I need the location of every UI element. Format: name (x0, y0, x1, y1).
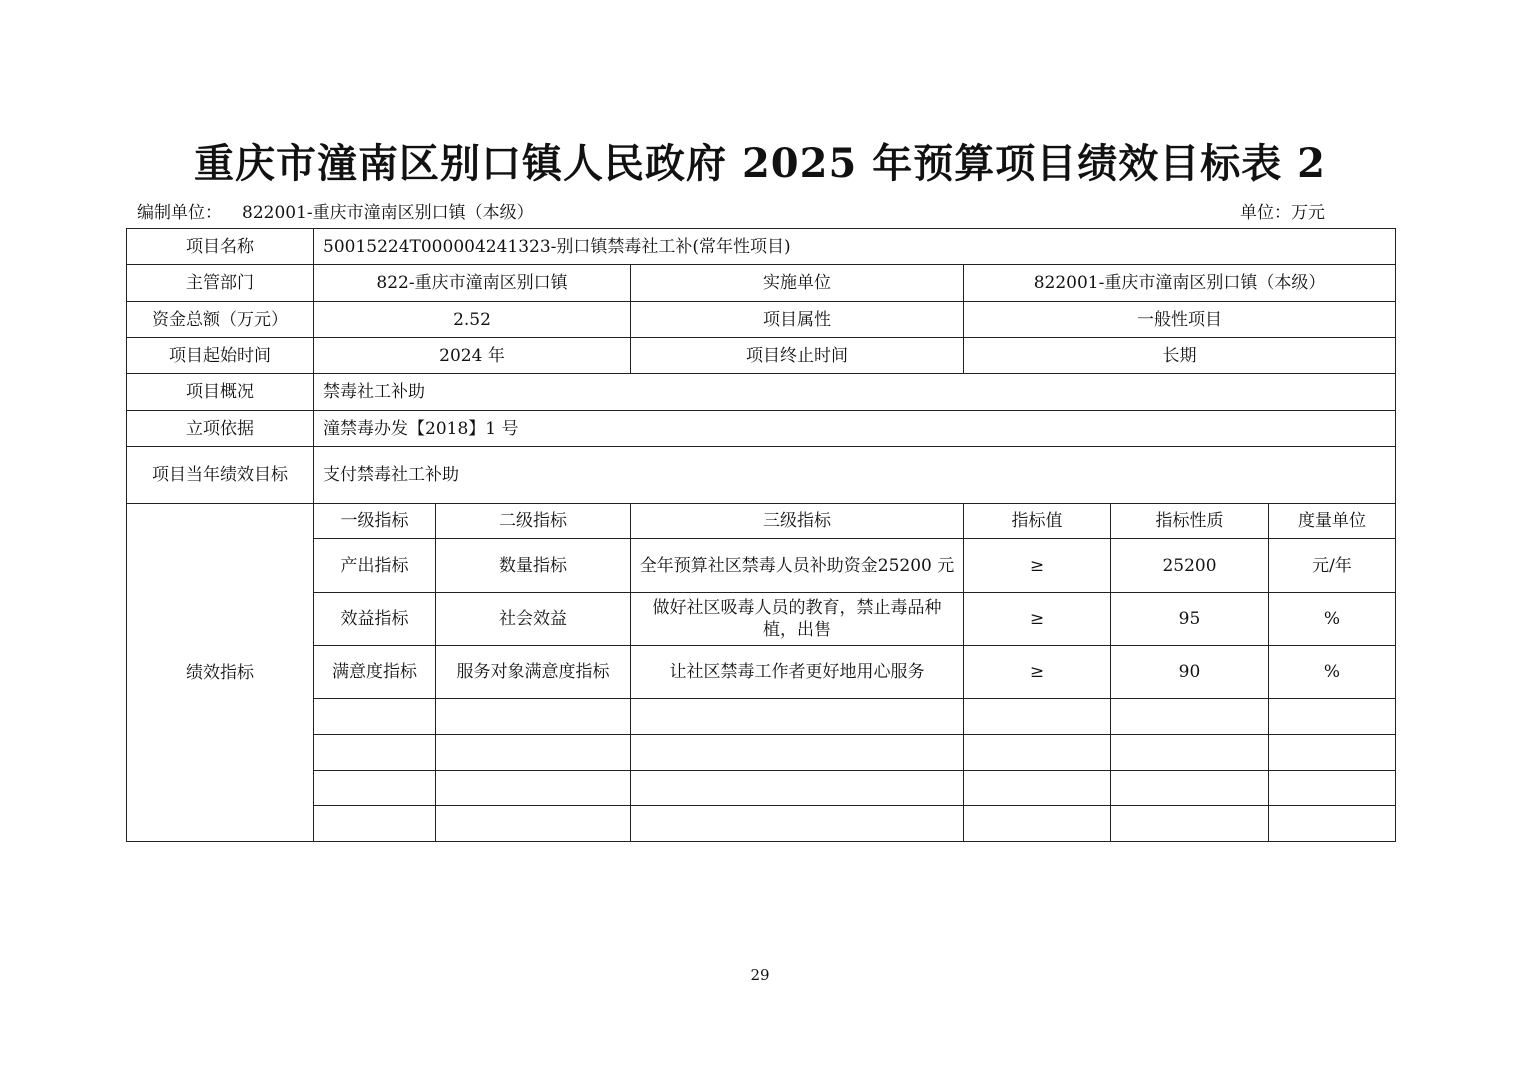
header-cell: 指标值 (964, 504, 1111, 539)
perf-section-label: 绩效指标 (127, 504, 314, 842)
table-row (127, 646, 1396, 699)
table-cell: 让社区禁毒工作者更好地用心服务 (631, 646, 964, 699)
empty-row (127, 735, 1396, 771)
impl-value: 822001-重庆市潼南区别口镇（本级） (964, 265, 1396, 302)
table-row (127, 593, 1396, 646)
empty-cell (631, 735, 964, 771)
compiling-unit-value: 822001-重庆市潼南区别口镇（本级） (242, 203, 534, 223)
empty-cell (314, 771, 436, 806)
empty-cell (1111, 699, 1269, 735)
dept-label: 主管部门 (127, 265, 314, 302)
table-row (127, 504, 1396, 539)
table-cell: 全年预算社区禁毒人员补助资金25200 元 (631, 539, 964, 593)
page-number: 29 (750, 966, 770, 984)
empty-cell (1269, 699, 1396, 735)
table-cell: 社会效益 (436, 593, 631, 646)
header-cell: 三级指标 (631, 504, 964, 539)
empty-cell (964, 806, 1111, 842)
empty-cell (964, 735, 1111, 771)
end-label: 项目终止时间 (631, 338, 964, 374)
basis-label: 立项依据 (127, 411, 314, 447)
empty-cell (964, 699, 1111, 735)
header-cell: 指标性质 (1111, 504, 1269, 539)
table-cell: % (1269, 646, 1396, 699)
table-cell: 元/年 (1269, 539, 1396, 593)
empty-cell (631, 771, 964, 806)
table-cell: ≥ (964, 539, 1111, 593)
header-cell: 二级指标 (436, 504, 631, 539)
impl-label: 实施单位 (631, 265, 964, 302)
empty-cell (1269, 735, 1396, 771)
goal-label: 项目当年绩效目标 (127, 447, 314, 504)
table-cell: 数量指标 (436, 539, 631, 593)
table-row (127, 447, 1396, 504)
compiling-unit (137, 198, 534, 223)
basis-value: 潼禁毒办发【2018】1 号 (314, 411, 1396, 447)
empty-cell (964, 771, 1111, 806)
fund-value: 2.52 (314, 302, 631, 338)
table-cell: 产出指标 (314, 539, 436, 593)
empty-cell (436, 771, 631, 806)
fund-label: 资金总额（万元） (127, 302, 314, 338)
empty-cell (314, 735, 436, 771)
table-row (127, 302, 1396, 338)
table-cell: 做好社区吸毒人员的教育，禁止毒品种植，出售 (631, 593, 964, 646)
empty-row (127, 806, 1396, 842)
table-cell: 服务对象满意度指标 (436, 646, 631, 699)
project-name-value: 50015224T000004241323-别口镇禁毒社工补(常年性项目) (314, 229, 1396, 265)
overview-value: 禁毒社工补助 (314, 374, 1396, 411)
empty-cell (1269, 771, 1396, 806)
goal-value: 支付禁毒社工补助 (314, 447, 1396, 504)
empty-row (127, 771, 1396, 806)
page-title: 重庆市潼南区别口镇人民政府 2025 年预算项目绩效目标表 2 (194, 140, 1326, 187)
table-cell: 90 (1111, 646, 1269, 699)
start-value: 2024 年 (314, 338, 631, 374)
empty-cell (1111, 771, 1269, 806)
empty-cell (631, 699, 964, 735)
overview-label: 项目概况 (127, 374, 314, 411)
empty-cell (1111, 806, 1269, 842)
project-name-label: 项目名称 (127, 229, 314, 265)
table-row (127, 539, 1396, 593)
table-row (127, 338, 1396, 374)
empty-cell (314, 699, 436, 735)
empty-cell (631, 806, 964, 842)
table-row (127, 229, 1396, 265)
table-cell: 效益指标 (314, 593, 436, 646)
empty-cell (1269, 806, 1396, 842)
table-row (127, 265, 1396, 302)
empty-row (127, 699, 1396, 735)
dept-value: 822-重庆市潼南区别口镇 (314, 265, 631, 302)
header-cell: 度量单位 (1269, 504, 1396, 539)
attr-label: 项目属性 (631, 302, 964, 338)
table-cell: 满意度指标 (314, 646, 436, 699)
table-cell: 95 (1111, 593, 1269, 646)
start-label: 项目起始时间 (127, 338, 314, 374)
table-cell: 25200 (1111, 539, 1269, 593)
empty-cell (436, 699, 631, 735)
table-row (127, 411, 1396, 447)
table-cell: ≥ (964, 646, 1111, 699)
attr-value: 一般性项目 (964, 302, 1396, 338)
empty-cell (314, 806, 436, 842)
table-cell: ≥ (964, 593, 1111, 646)
table-cell: % (1269, 593, 1396, 646)
performance-table (126, 228, 1396, 842)
empty-cell (436, 735, 631, 771)
table-row (127, 374, 1396, 411)
header-cell: 一级指标 (314, 504, 436, 539)
currency-unit: 单位：万元 (1240, 203, 1325, 223)
compiling-unit-label: 编制单位： (137, 203, 222, 223)
empty-cell (436, 806, 631, 842)
end-value: 长期 (964, 338, 1396, 374)
empty-cell (1111, 735, 1269, 771)
